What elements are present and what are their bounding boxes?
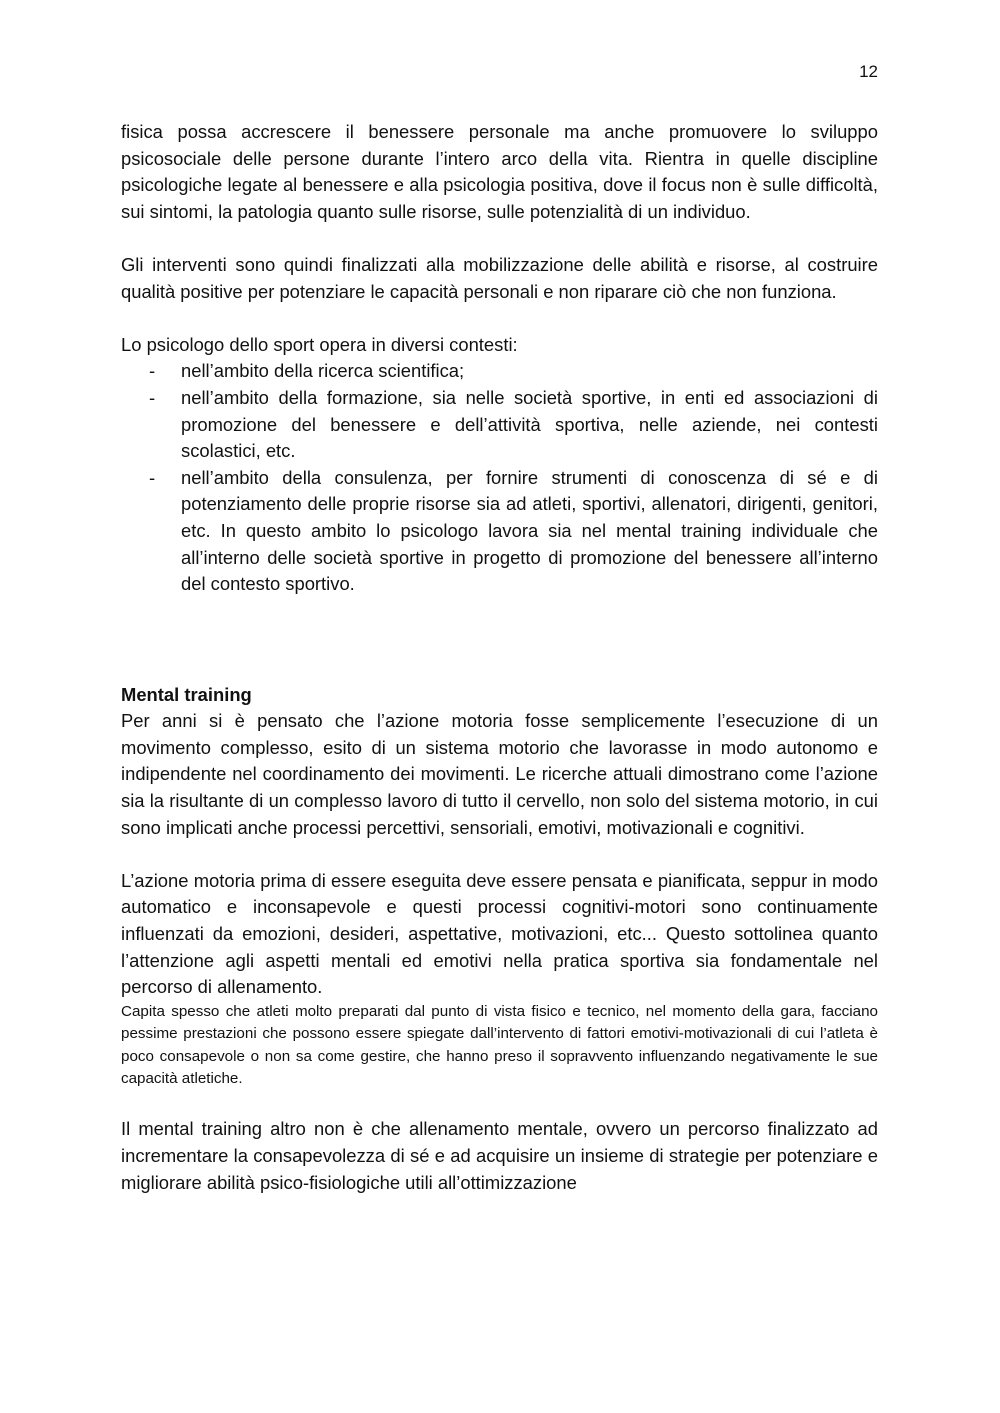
paragraph-spacer [121,225,878,252]
contexts-list [121,358,878,597]
paragraph-contexts-intro: Lo psicologo dello sport opera in diversi contesti: [121,333,518,355]
paragraph-athletes: Capita spesso che atleti molto preparati dal punto di vista fisico e tecnico, nel momento della gara, facciano pessime prestazioni che possono essere spiegate dall’intervento di fattori emotivi-motivazionali di cui l’atleta è poco consapevole o non sa come gestire, che hanno preso il sopravvento influenzando negativamente le sue capacità atletiche. [121,1002,878,1088]
bullet-dash: - [149,360,156,382]
paragraph-spacer [121,841,878,868]
paragraph-wellbeing: fisica possa accrescere il benessere personale ma anche promuovere lo sviluppo psicosociale delle persone durante l’intero arco della vita. Rientra in quelle discipline psicologiche legate al benessere e alla psicologia positiva, dove il focus non è sulle difficoltà, sui sintomi, la patologia quanto sulle risorse, sulle potenzialità di un individuo. [121,121,878,222]
paragraph-motor-action: Per anni si è pensato che l’azione motoria fosse semplicemente l’esecuzione di un movimento complesso, esito di un sistema motorio che lavorasse in modo autonomo e indipendente nel coordinamento dei movimenti. Le ricerche attuali dimostrano come l’azione sia la risultante di un complesso lavoro di tutto il cervello, non solo del sistema motorio, in cui sono implicati anche processi percettivi, sensoriali, emotivi, motivazionali e cognitivi. [121,710,878,838]
list-item-text: nell’ambito della ricerca scientifica; [181,360,465,382]
list-item-text: nell’ambito della consulenza, per fornire strumenti di conoscenza di sé e di potenziamento delle proprie risorse sia ad atleti, sportivi, allenatori, dirigenti, genitori, etc. In questo ambito lo psicologo lavora sia nel mental training individuale che all’interno delle società sportive in progetto di promozione del benessere all’interno del contesto sportivo. [181,466,878,595]
list-item-text: nell’ambito della formazione, sia nelle società sportive, in enti ed associazioni di promozione del benessere e dell’attività sportiva, nelle aziende, nei contesti scolastici, etc. [181,386,878,462]
paragraph-mental-training: Il mental training altro non è che allenamento mentale, ovvero un percorso finalizzato ad incrementare la consapevolezza di sé e ad acquisire un insieme di strategie per potenziare e migliorare abilità psico-fisiologiche utili all’ottimizzazione [121,1118,878,1193]
page-number: 12 [859,62,878,81]
bullet-dash: - [149,466,156,488]
list-item [121,358,878,385]
paragraph-spacer [121,305,878,332]
paragraph-spacer [121,1090,878,1116]
paragraph-planning: L’azione motoria prima di essere eseguita deve essere pensata e pianificata, seppur in modo automatico e inconsapevole e questi processi cognitivi-motori sono continuamente influenzati da emozioni, desideri, aspettative, motivazioni, etc... Questo sottolinea quanto l’attenzione agli aspetti mentali ed emotivi nella pratica sportiva sia fondamentale nel percorso di allenamento. [121,869,878,998]
list-item [121,465,878,598]
bullet-dash: - [149,386,156,408]
document-body [121,119,878,1196]
paragraph-interventions: Gli interventi sono quindi finalizzati alla mobilizzazione delle abilità e risorse, al costruire qualità positive per potenziare le capacità personali e non riparare ciò che non funziona. [121,253,878,302]
section-spacer [121,598,878,682]
list-item [121,385,878,465]
section-heading: Mental training [121,683,252,705]
